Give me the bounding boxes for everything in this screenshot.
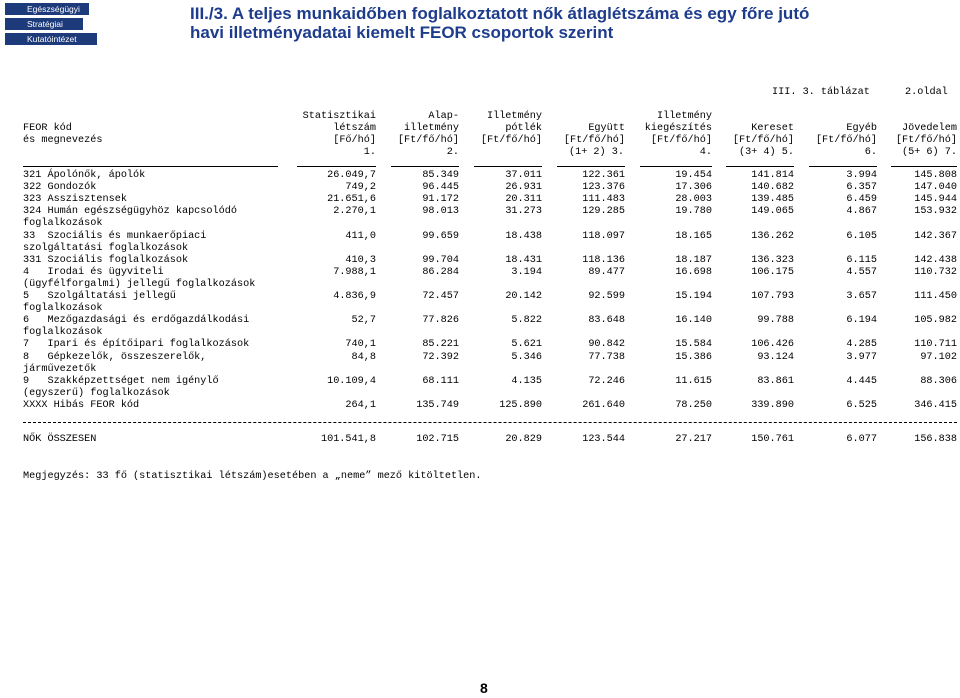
row-value: 147.040 <box>914 182 957 194</box>
row-value: 21.651,6 <box>327 194 376 206</box>
row-value: 20.311 <box>505 194 542 206</box>
header-col6-line2: Kereset <box>751 123 794 134</box>
row-value: 19.780 <box>675 206 712 218</box>
total-value: 156.838 <box>914 434 957 445</box>
page-reference: 2.oldal <box>905 87 948 98</box>
row-value: 136.262 <box>751 230 794 242</box>
row-value: 11.615 <box>675 375 712 387</box>
row-label: (ügyfélforgalmi) jellegű foglalkozások <box>23 278 256 290</box>
row-value: 18.187 <box>675 254 712 266</box>
row-value: 110.732 <box>914 266 957 278</box>
row-value: 136.323 <box>751 254 794 266</box>
row-value: 106.175 <box>751 266 794 278</box>
row-value: 110.711 <box>914 339 957 351</box>
row-value: 52,7 <box>351 315 376 327</box>
row-value: 105.982 <box>914 315 957 327</box>
row-value: 106.426 <box>751 339 794 351</box>
row-label: 321 Ápolónők, ápolók <box>23 170 146 181</box>
row-value: 19.454 <box>675 170 712 181</box>
row-value: 4.445 <box>846 375 877 387</box>
row-label: foglalkozások <box>23 303 103 315</box>
row-value: 7.988,1 <box>333 266 376 278</box>
total-value: 150.761 <box>751 434 794 445</box>
row-value: 6.459 <box>846 194 877 206</box>
row-value: 145.808 <box>914 170 957 181</box>
row-value: 3.657 <box>846 291 877 302</box>
row-label: 6 Mezőgazdasági és erdőgazdálkodási <box>23 315 250 327</box>
header-col2-line4: 2. <box>446 147 459 158</box>
table-reference: III. 3. táblázat <box>772 87 870 98</box>
header-underline <box>297 166 376 167</box>
row-value: 18.165 <box>675 230 712 242</box>
row-label: 323 Asszisztensek <box>23 194 127 206</box>
row-value: 149.065 <box>751 206 794 218</box>
row-value: 3.994 <box>846 170 877 181</box>
row-value: 99.659 <box>422 230 459 242</box>
header-underline <box>23 166 278 167</box>
row-label: foglalkozások <box>23 218 103 230</box>
total-label: NŐK ÖSSZESEN <box>23 434 97 445</box>
header-col5-line1: Illetmény <box>656 111 712 122</box>
row-value: 72.246 <box>588 375 625 387</box>
row-value: 139.485 <box>751 194 794 206</box>
row-label: XXXX Hibás FEOR kód <box>23 399 140 411</box>
logo-line-3: Kutatóintézet <box>5 33 97 45</box>
row-value: 26.049,7 <box>327 170 376 181</box>
row-value: 410,3 <box>345 254 376 266</box>
total-separator <box>23 422 957 423</box>
row-label: 8 Gépkezelők, összeszerelők, <box>23 351 207 363</box>
page-title: III./3. A teljes munkaidőben foglalkoztatott nők átlaglétszáma és egy főre jutó havi illetményadatai kiemelt FEOR csoportok szerint <box>190 4 810 42</box>
row-value: 15.194 <box>675 291 712 302</box>
row-value: 111.483 <box>582 194 625 206</box>
row-value: 264,1 <box>345 399 376 411</box>
row-value: 129.285 <box>582 206 625 218</box>
row-value: 31.273 <box>505 206 542 218</box>
row-value: 749,2 <box>345 182 376 194</box>
row-value: 339.890 <box>751 399 794 411</box>
row-value: 18.431 <box>505 254 542 266</box>
total-value: 20.829 <box>505 434 542 445</box>
row-label: 324 Humán egészségügyhöz kapcsolódó <box>23 206 237 218</box>
header-col4-line2: Együtt <box>588 123 625 134</box>
header-col5-line4: 4. <box>699 147 712 158</box>
row-label: járművezetők <box>23 363 97 375</box>
row-value: 98.013 <box>422 206 459 218</box>
header-underline <box>809 166 877 167</box>
total-value: 6.077 <box>846 434 877 445</box>
row-value: 78.250 <box>675 399 712 411</box>
header-underline <box>640 166 712 167</box>
row-value: 37.011 <box>505 170 542 181</box>
row-value: 135.749 <box>416 399 459 411</box>
row-value: 118.097 <box>582 230 625 242</box>
page-number: 8 <box>480 680 488 696</box>
header-col7-line3: [Ft/fő/hó] <box>815 135 877 146</box>
row-value: 4.867 <box>846 206 877 218</box>
row-value: 96.445 <box>422 182 459 194</box>
row-value: 140.682 <box>751 182 794 194</box>
row-value: 6.105 <box>846 230 877 242</box>
row-value: 20.142 <box>505 291 542 302</box>
header-col4-line3: [Ft/fő/hó] <box>563 135 625 146</box>
row-value: 141.814 <box>751 170 794 181</box>
row-value: 145.944 <box>914 194 957 206</box>
row-value: 93.124 <box>757 351 794 363</box>
row-value: 123.376 <box>582 182 625 194</box>
row-value: 346.415 <box>914 399 957 411</box>
row-value: 107.793 <box>751 291 794 302</box>
row-label: 7 Ipari és építőipari foglalkozások <box>23 339 250 351</box>
row-value: 89.477 <box>588 266 625 278</box>
row-value: 18.438 <box>505 230 542 242</box>
total-value: 27.217 <box>675 434 712 445</box>
header-col5-line3: [Ft/fő/hó] <box>650 135 712 146</box>
row-value: 84,8 <box>351 351 376 363</box>
row-value: 4.557 <box>846 266 877 278</box>
header-underline <box>474 166 542 167</box>
logo-line-2: Stratégiai <box>5 18 83 30</box>
row-value: 86.284 <box>422 266 459 278</box>
row-value: 99.788 <box>757 315 794 327</box>
header-feor-code: FEOR kód <box>23 123 72 134</box>
row-value: 88.306 <box>920 375 957 387</box>
row-value: 77.738 <box>588 351 625 363</box>
row-label: foglalkozások <box>23 327 103 339</box>
row-value: 111.450 <box>914 291 957 302</box>
header-col8-line2: Jövedelem <box>901 123 957 134</box>
header-col1-line1: Statisztikai <box>302 111 376 122</box>
row-value: 92.599 <box>588 291 625 302</box>
row-value: 411,0 <box>345 230 376 242</box>
row-value: 261.640 <box>582 399 625 411</box>
row-label: 5 Szolgáltatási jellegű <box>23 291 176 302</box>
header-col6-line4: (3+ 4) 5. <box>738 147 794 158</box>
row-value: 5.621 <box>511 339 542 351</box>
row-value: 118.136 <box>582 254 625 266</box>
row-value: 10.109,4 <box>327 375 376 387</box>
header-col3-line4: (1+ 2) 3. <box>568 147 624 158</box>
header-col7-line2: Egyéb <box>846 123 877 134</box>
row-label: 331 Szociális foglalkozások <box>23 254 189 266</box>
total-value: 101.541,8 <box>320 434 376 445</box>
row-label: 9 Szakképzettséget nem igénylő <box>23 375 219 387</box>
header-col8-line4: (5+ 6) 7. <box>901 147 957 158</box>
row-value: 142.367 <box>914 230 957 242</box>
row-value: 15.584 <box>675 339 712 351</box>
row-value: 68.111 <box>422 375 459 387</box>
row-value: 72.457 <box>422 291 459 302</box>
row-label: 4 Irodai és ügyviteli <box>23 266 164 278</box>
institute-logo <box>5 3 99 47</box>
row-value: 85.221 <box>422 339 459 351</box>
row-value: 6.525 <box>846 399 877 411</box>
row-value: 99.704 <box>422 254 459 266</box>
row-value: 16.140 <box>675 315 712 327</box>
row-value: 2.270,1 <box>333 206 376 218</box>
header-col2-line3: [Ft/fő/hó] <box>397 135 459 146</box>
row-label: 322 Gondozók <box>23 182 97 194</box>
header-col1-line2: létszám <box>333 123 376 134</box>
header-col1-line4: 1. <box>363 147 376 158</box>
header-col8-line3: [Ft/fő/hó] <box>895 135 957 146</box>
row-value: 153.932 <box>914 206 957 218</box>
row-value: 83.861 <box>757 375 794 387</box>
header-underline <box>891 166 957 167</box>
row-value: 142.438 <box>914 254 957 266</box>
row-value: 77.826 <box>422 315 459 327</box>
row-value: 83.648 <box>588 315 625 327</box>
row-label: 33 Szociális és munkaerőpiaci <box>23 230 207 242</box>
header-col6-line3: [Ft/fő/hó] <box>732 135 794 146</box>
header-col7-line4: 6. <box>864 147 877 158</box>
header-col3-line3: [Ft/fő/hó] <box>480 135 542 146</box>
header-col3-line2: pótlék <box>505 123 542 134</box>
total-value: 102.715 <box>416 434 459 445</box>
header-feor-name: és megnevezés <box>23 135 103 146</box>
row-value: 6.357 <box>846 182 877 194</box>
row-value: 16.698 <box>675 266 712 278</box>
row-value: 6.115 <box>846 254 877 266</box>
row-value: 6.194 <box>846 315 877 327</box>
header-col2-line1: Alap- <box>428 111 459 122</box>
row-value: 15.386 <box>675 351 712 363</box>
row-value: 17.306 <box>675 182 712 194</box>
row-value: 97.102 <box>920 351 957 363</box>
row-value: 72.392 <box>422 351 459 363</box>
footnote: Megjegyzés: 33 fő (statisztikai létszám)esetében a „neme” mező kitöltetlen. <box>23 471 482 482</box>
row-value: 4.836,9 <box>333 291 376 302</box>
row-value: 740,1 <box>345 339 376 351</box>
row-value: 125.890 <box>499 399 542 411</box>
row-value: 90.842 <box>588 339 625 351</box>
header-underline <box>391 166 459 167</box>
row-value: 4.135 <box>511 375 542 387</box>
row-value: 91.172 <box>422 194 459 206</box>
row-value: 26.931 <box>505 182 542 194</box>
logo-line-1: Egészségügyi <box>5 3 89 15</box>
header-col1-line3: [Fő/hó] <box>333 135 376 146</box>
row-label: szolgáltatási foglalkozások <box>23 242 189 254</box>
row-value: 122.361 <box>582 170 625 181</box>
header-underline <box>557 166 625 167</box>
header-col5-line2: kiegészítés <box>644 123 712 134</box>
row-value: 85.349 <box>422 170 459 181</box>
row-label: (egyszerű) foglalkozások <box>23 387 170 399</box>
header-underline <box>726 166 794 167</box>
total-value: 123.544 <box>582 434 625 445</box>
header-col3-line1: Illetmény <box>486 111 542 122</box>
row-value: 5.346 <box>511 351 542 363</box>
row-value: 4.285 <box>846 339 877 351</box>
row-value: 3.194 <box>511 266 542 278</box>
row-value: 3.977 <box>846 351 877 363</box>
header-col2-line2: illetmény <box>403 123 459 134</box>
row-value: 28.003 <box>675 194 712 206</box>
row-value: 5.822 <box>511 315 542 327</box>
